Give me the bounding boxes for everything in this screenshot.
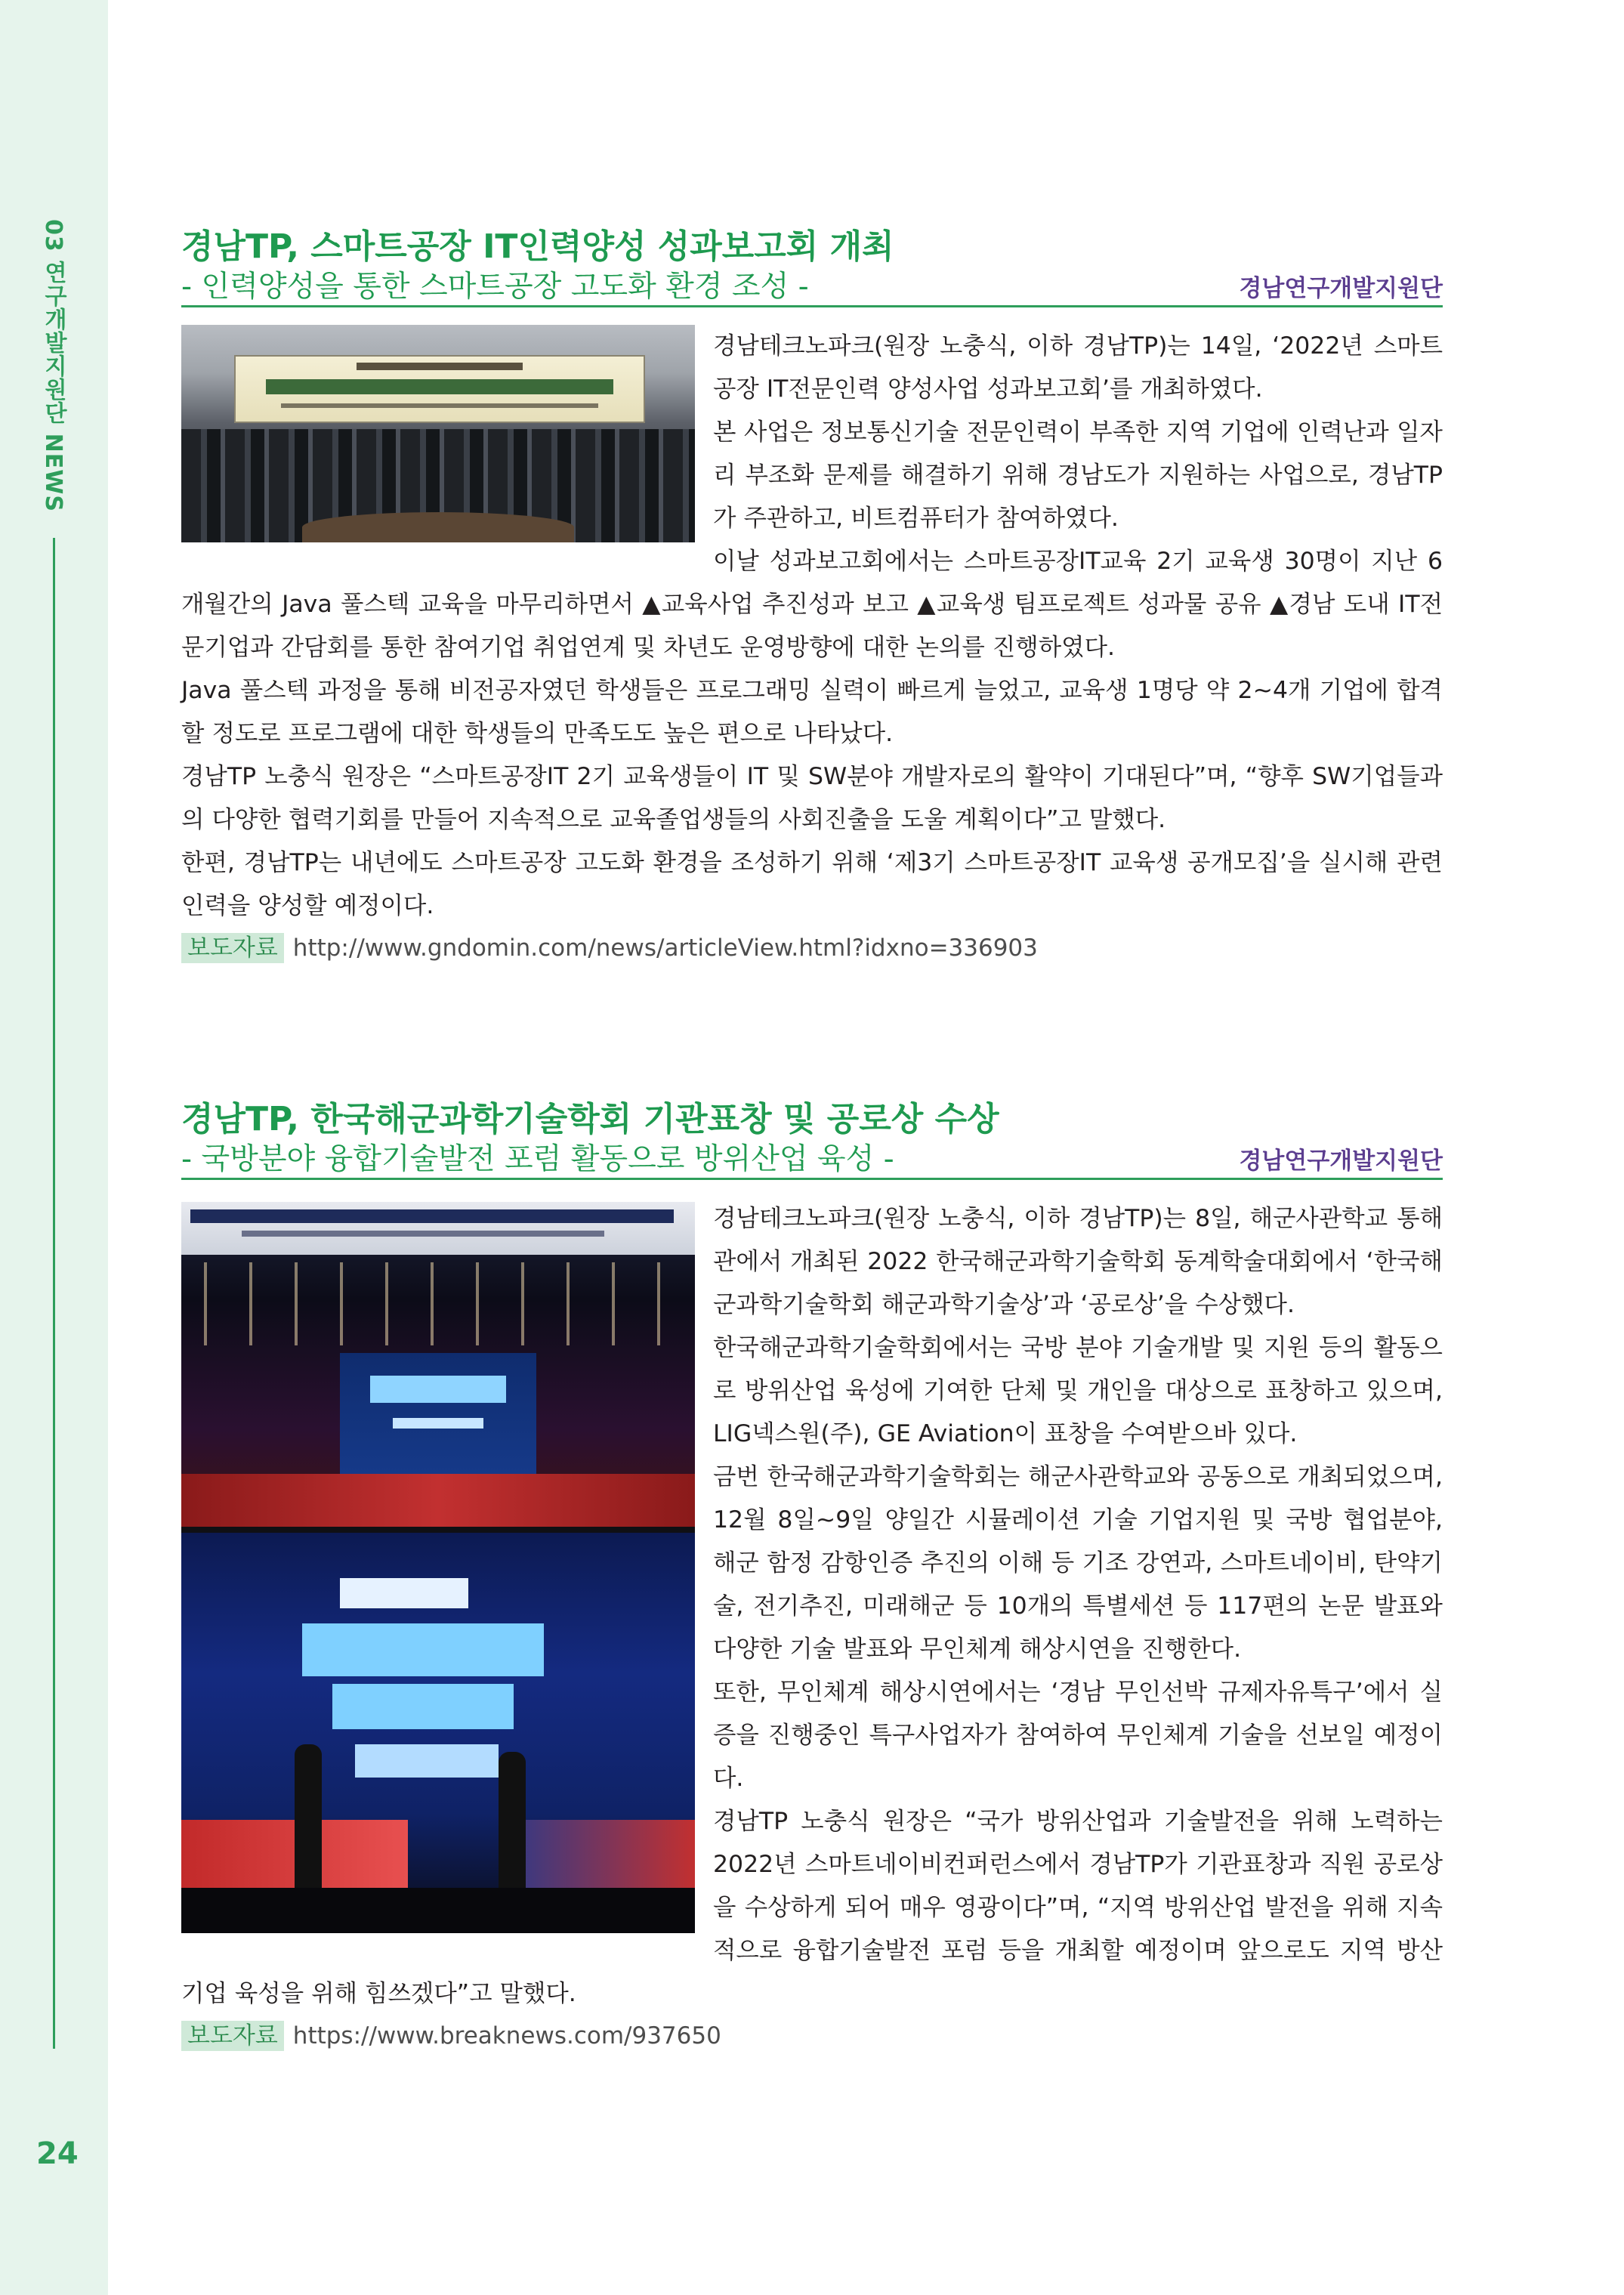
source-link[interactable]: http://www.gndomin.com/news/articleView.html?idxno=336903 — [292, 934, 1038, 962]
page-number: 24 — [36, 2136, 79, 2171]
section-label: 03 연구개발지원단 NEWS — [40, 219, 66, 512]
conference-photos — [181, 1202, 695, 1933]
event-banner-image — [234, 355, 645, 423]
article-title: 경남TP, 스마트공장 IT인력양성 성과보고회 개최 — [181, 227, 894, 266]
paragraph: 경남TP 노충식 원장은 “국가 방위산업과 기술발전을 위해 노력하는 2022년 스마트네이비컨퍼런스에서 경남TP가 기관표창과 직원 공로상을 수상하게 되어 매우 영광이다”며, “지역 방위산업 발전을 위해 지속적으로 융합기술발전 포럼 등을 개최할 예정이며 앞으로도 지역 방산 기업 육성을 위해 힘쓰겠다”고 말했다. — [181, 1808, 1443, 2007]
paragraph: 경남테크노파크(원장 노충식, 이하 경남TP)는 14일, ‘2022년 스마트공장 IT전문인력 양성사업 성과보고회’를 개최하였다. — [713, 332, 1443, 403]
article-body — [181, 325, 1443, 965]
source-row — [181, 2019, 1443, 2053]
paragraph: 한편, 경남TP는 내년에도 스마트공장 고도화 환경을 조성하기 위해 ‘제3기 스마트공장IT 교육생 공개모집’을 실시해 관련 인력을 양성할 예정이다. — [181, 849, 1443, 919]
stage-photo-close — [181, 1533, 695, 1933]
article-title: 경남TP, 한국해군과학기술학회 기관표창 및 공로상 수상 — [181, 1100, 999, 1138]
paragraph: 한국해군과학기술학회에서는 국방 분야 기술개발 및 지원 등의 활동으로 방위산업 육성에 기여한 단체 및 개인을 대상으로 표창하고 있으며, LIG넥스원(주), GE Aviation이 표창을 수여받으바 있다. — [713, 1334, 1443, 1447]
article-subtitle: - 국방분야 융합기술발전 포럼 활동으로 방위산업 육성 - — [181, 1142, 894, 1176]
title-rule — [181, 1178, 1443, 1180]
paragraph: Java 풀스텍 과정을 통해 비전공자였던 학생들은 프로그래밍 실력이 빠르게 늘었고, 교육생 1명당 약 2~4개 기업에 합격할 정도로 프로그램에 대한 학생들의 만족도도 높은 편으로 나타났다. — [181, 677, 1443, 747]
article-body — [181, 1197, 1443, 2053]
article-department: 경남연구개발지원단 — [1239, 1148, 1443, 1175]
paragraph: 본 사업은 정보통신기술 전문인력이 부족한 지역 기업에 인력난과 일자리 부조화 문제를 해결하기 위해 경남도가 지원하는 사업으로, 경남TP가 주관하고, 비트컴퓨터가 참여하였다. — [713, 419, 1443, 532]
source-badge: 보도자료 — [181, 933, 284, 963]
sidebar-divider — [53, 538, 55, 2049]
paragraph: 경남테크노파크(원장 노충식, 이하 경남TP)는 8일, 해군사관학교 통해관에서 개최된 2022 한국해군과학기술학회 동계학술대회에서 ‘한국해군과학기술학회 해군과학기술상’과 ‘공로상’을 수상했다. — [713, 1205, 1443, 1318]
stage-photo-wide — [181, 1202, 695, 1527]
source-row — [181, 931, 1443, 965]
conference-table-image — [302, 512, 574, 542]
article-department: 경남연구개발지원단 — [1239, 275, 1443, 302]
paragraph: 금번 한국해군과학기술학회는 해군사관학교와 공동으로 개최되었으며, 12월 8일~9일 양일간 시뮬레이션 기술 기업지원 및 국방 협업분야, 해군 함정 감항인증 추진의 이해 등 기조 강연과, 스마트네이비, 탄약기술, 전기추진, 미래해군 등 10개의 특별세션 등 117편의 논문 발표와 다양한 기술 발표와 무인체계 해상시연을 진행한다. — [713, 1463, 1443, 1663]
title-rule — [181, 305, 1443, 307]
source-link[interactable]: https://www.breaknews.com/937650 — [292, 2022, 721, 2049]
sidebar — [0, 0, 108, 2295]
paragraph: 이날 성과보고회에서는 스마트공장IT교육 2기 교육생 30명이 지난 6개월간의 Java 풀스텍 교육을 마무리하면서 ▲교육사업 추진성과 보고 ▲교육생 팀프로젝트 성과물 공유 ▲경남 도내 IT전문기업과 간담회를 통한 참여기업 취업연계 및 차년도 운영방향에 대한 논의를 진행하였다. — [181, 548, 1443, 661]
group-photo — [181, 325, 695, 542]
article-subtitle: - 인력양성을 통한 스마트공장 고도화 환경 조성 - — [181, 270, 809, 304]
paragraph: 경남TP 노충식 원장은 “스마트공장IT 2기 교육생들이 IT 및 SW분야 개발자로의 활약이 기대된다”며, “향후 SW기업들과의 다양한 협력기회를 만들어 지속적으로 교육졸업생들의 사회진출을 도울 계획이다”고 말했다. — [181, 763, 1443, 833]
source-badge: 보도자료 — [181, 2021, 284, 2051]
paragraph: 또한, 무인체계 해상시연에서는 ‘경남 무인선박 규제자유특구’에서 실증을 진행중인 특구사업자가 참여하여 무인체계 기술을 선보일 예정이다. — [713, 1679, 1443, 1792]
